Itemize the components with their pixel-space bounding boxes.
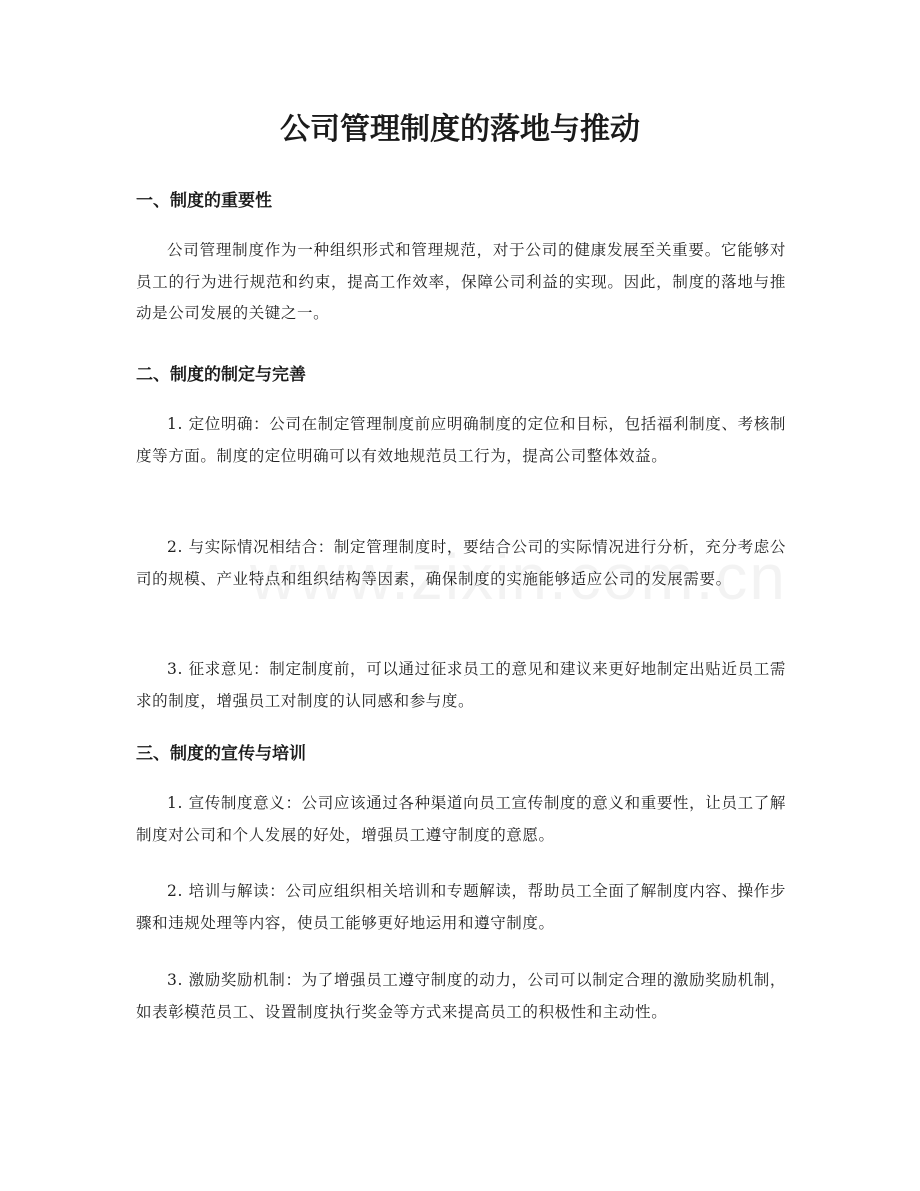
section-heading-formulation: 二、制度的制定与完善 [136, 365, 306, 385]
list-item: 2. 与实际情况相结合：制定管理制度时，要结合公司的实际情况进行分析，充分考虑公司的规模、产业特点和组织结构等因素，确保制度的实施能够适应公司的发展需要。 [136, 538, 786, 588]
list-item: 2. 培训与解读：公司应组织相关培训和专题解读，帮助员工全面了解制度内容、操作步骤和违规处理等内容，使员工能够更好地运用和遵守制度。 [136, 882, 786, 932]
list-item: 3. 激励奖励机制：为了增强员工遵守制度的动力，公司可以制定合理的激励奖励机制，如表彰模范员工、设置制度执行奖金等方式来提高员工的积极性和主动性。 [136, 971, 786, 1021]
section-heading-promotion: 三、制度的宣传与培训 [136, 744, 306, 764]
section-heading-importance: 一、制度的重要性 [136, 191, 272, 211]
paragraph: 公司管理制度作为一种组织形式和管理规范，对于公司的健康发展至关重要。它能够对员工的行为进行规范和约束，提高工作效率，保障公司利益的实现。因此，制度的落地与推动是公司发展的关键之一。 [136, 241, 786, 322]
page-title: 公司管理制度的落地与推动 [280, 112, 640, 147]
list-item: 1. 定位明确：公司在制定管理制度前应明确制度的定位和目标，包括福利制度、考核制度等方面。制度的定位明确可以有效地规范员工行为，提高公司整体效益。 [136, 415, 786, 465]
list-item: 3. 征求意见：制定制度前，可以通过征求员工的意见和建议来更好地制定出贴近员工需求的制度，增强员工对制度的认同感和参与度。 [136, 660, 786, 710]
list-item: 1. 宣传制度意义：公司应该通过各种渠道向员工宣传制度的意义和重要性，让员工了解制度对公司和个人发展的好处，增强员工遵守制度的意愿。 [136, 794, 786, 844]
